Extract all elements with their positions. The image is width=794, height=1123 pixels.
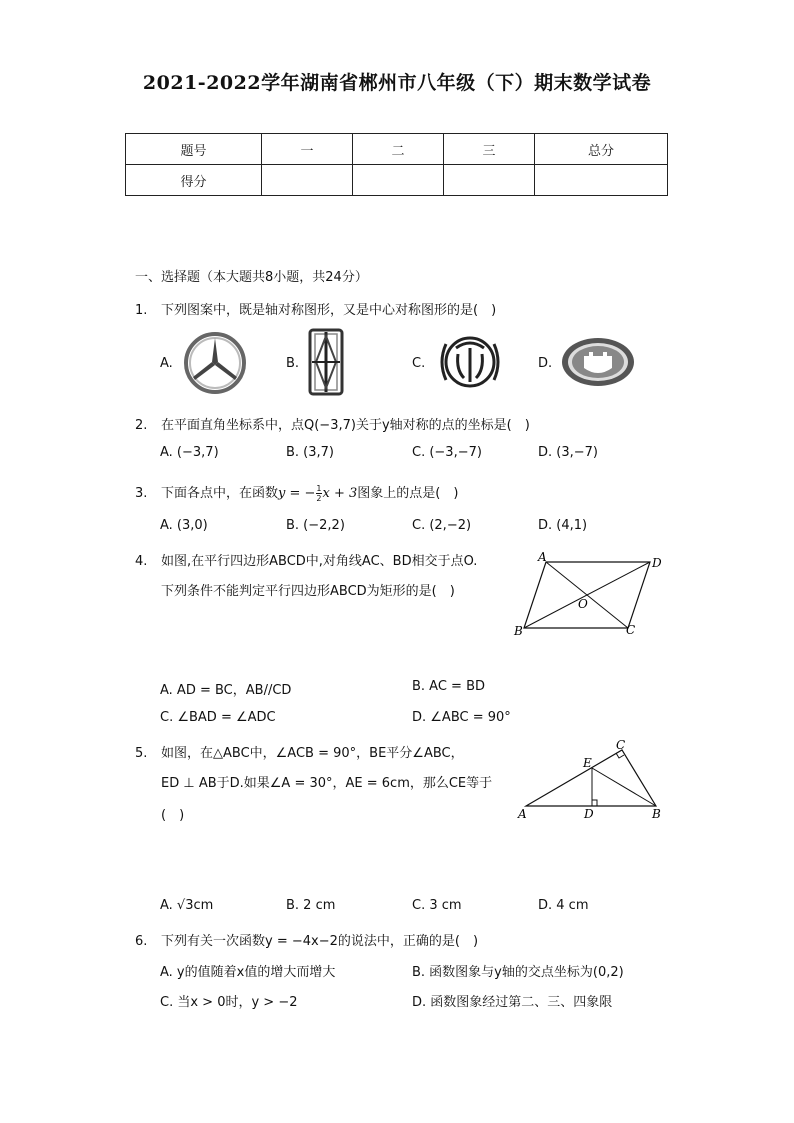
svg-text:A: A — [518, 807, 527, 821]
score-cell — [353, 165, 444, 196]
q1-option-b: B. — [286, 356, 300, 371]
brilliance-logo-icon — [436, 334, 504, 390]
question-5: 5. 如图，在△ABC中，∠ACB = 90°，BE平分∠ABC， — [135, 746, 464, 761]
q6-option-d: D. 函数图象经过第二、三、四象限 — [412, 995, 613, 1010]
question-5-line3: ( ) — [161, 808, 185, 823]
svg-text:O: O — [578, 597, 588, 611]
svg-text:B: B — [652, 807, 661, 821]
parallelogram-figure — [512, 550, 662, 640]
q5-option-d: D. 4 cm — [538, 898, 589, 913]
q2-option-a: A. (−3,7) — [160, 445, 219, 460]
question-6-text: 下列有关一次函数y = −4x−2的说法中，正确的是( ) — [161, 934, 479, 949]
lincoln-logo-icon — [308, 328, 344, 396]
q4-option-d: D. ∠ABC = 90° — [412, 710, 511, 725]
fraction: $\frac{1}{2}$ — [316, 484, 322, 503]
score-table — [125, 133, 668, 196]
triangle-figure — [512, 738, 672, 824]
svg-text:E: E — [583, 756, 592, 770]
q2-option-b: B. (3,7) — [286, 445, 335, 460]
q4-option-c: C. ∠BAD = ∠ADC — [160, 710, 276, 725]
q5-option-b: B. 2 cm — [286, 898, 336, 913]
q5-option-c: C. 3 cm — [412, 898, 462, 913]
q2-option-d: D. (3,−7) — [538, 445, 598, 460]
mercedes-logo-icon — [180, 332, 250, 394]
svg-text:D: D — [652, 556, 662, 570]
question-2: 2. 在平面直角坐标系中，点Q(−3,7)关于y轴对称的点的坐标是( ) — [135, 418, 530, 433]
q6-option-c: C. 当x > 0时，y > −2 — [160, 995, 298, 1010]
score-cell — [535, 165, 668, 196]
q1-option-c: C. — [412, 356, 426, 371]
question-1-text: 下列图案中，既是轴对称图形，又是中心对称图形的是( ) — [161, 303, 497, 318]
q3-option-b: B. (−2,2) — [286, 518, 345, 533]
question-5-line1: 如图，在△ABC中，∠ACB = 90°，BE平分∠ABC， — [161, 746, 464, 761]
svg-text:B: B — [514, 624, 523, 638]
score-cell — [262, 165, 353, 196]
svg-text:A: A — [538, 550, 547, 564]
svg-text:C: C — [626, 623, 636, 637]
question-2-text: 在平面直角坐标系中，点Q(−3,7)关于y轴对称的点的坐标是( ) — [161, 418, 530, 433]
q6-option-a: A. y的值随着x值的增大而增大 — [160, 965, 336, 980]
q3-option-a: A. (3,0) — [160, 518, 208, 533]
great-wall-logo-icon — [560, 336, 636, 388]
svg-text:C: C — [616, 738, 626, 752]
score-header-cell: 题号 — [126, 134, 262, 165]
q3-option-d: D. (4,1) — [538, 518, 588, 533]
score-header-cell: 一 — [262, 134, 353, 165]
formula: y = − — [278, 486, 316, 501]
question-6: 6. 下列有关一次函数y = −4x−2的说法中，正确的是( ) — [135, 934, 479, 949]
q1-option-d: D. — [538, 356, 553, 371]
score-header-cell: 二 — [353, 134, 444, 165]
question-5-line2: ED ⊥ AB于D.如果∠A = 30°，AE = 6cm，那么CE等于 — [161, 776, 493, 791]
section-heading: 一、选择题（本大题共8小题，共24分） — [135, 270, 368, 285]
q3-option-c: C. (2,−2) — [412, 518, 472, 533]
svg-text:D: D — [584, 807, 594, 821]
score-header-cell: 三 — [444, 134, 535, 165]
question-4: 4. 如图,在平行四边形ABCD中,对角线AC、BD相交于点O. — [135, 554, 478, 569]
question-4-line1: 如图,在平行四边形ABCD中,对角线AC、BD相交于点O. — [161, 554, 478, 569]
q2-option-c: C. (−3,−7) — [412, 445, 482, 460]
q4-option-b: B. AC = BD — [412, 679, 486, 694]
q6-option-b: B. 函数图象与y轴的交点坐标为(0,2) — [412, 965, 624, 980]
score-header-cell: 总分 — [535, 134, 668, 165]
question-1: 1. 下列图案中，既是轴对称图形，又是中心对称图形的是( ) — [135, 303, 497, 318]
q4-option-a: A. AD = BC，AB//CD — [160, 683, 292, 698]
page-title: 2021-2022学年湖南省郴州市八年级（下）期末数学试卷 — [142, 72, 652, 94]
q5-option-a: A. √3cm — [160, 898, 214, 913]
question-4-line2: 下列条件不能判定平行四边形ABCD为矩形的是( ) — [161, 584, 455, 599]
score-row-label: 得分 — [126, 165, 262, 196]
q1-option-a: A. — [160, 356, 173, 371]
score-cell — [444, 165, 535, 196]
question-3: 3. 下面各点中，在函数y = − $\frac{1}{2}$ x + 3图象上的点是( ) — [135, 484, 459, 503]
